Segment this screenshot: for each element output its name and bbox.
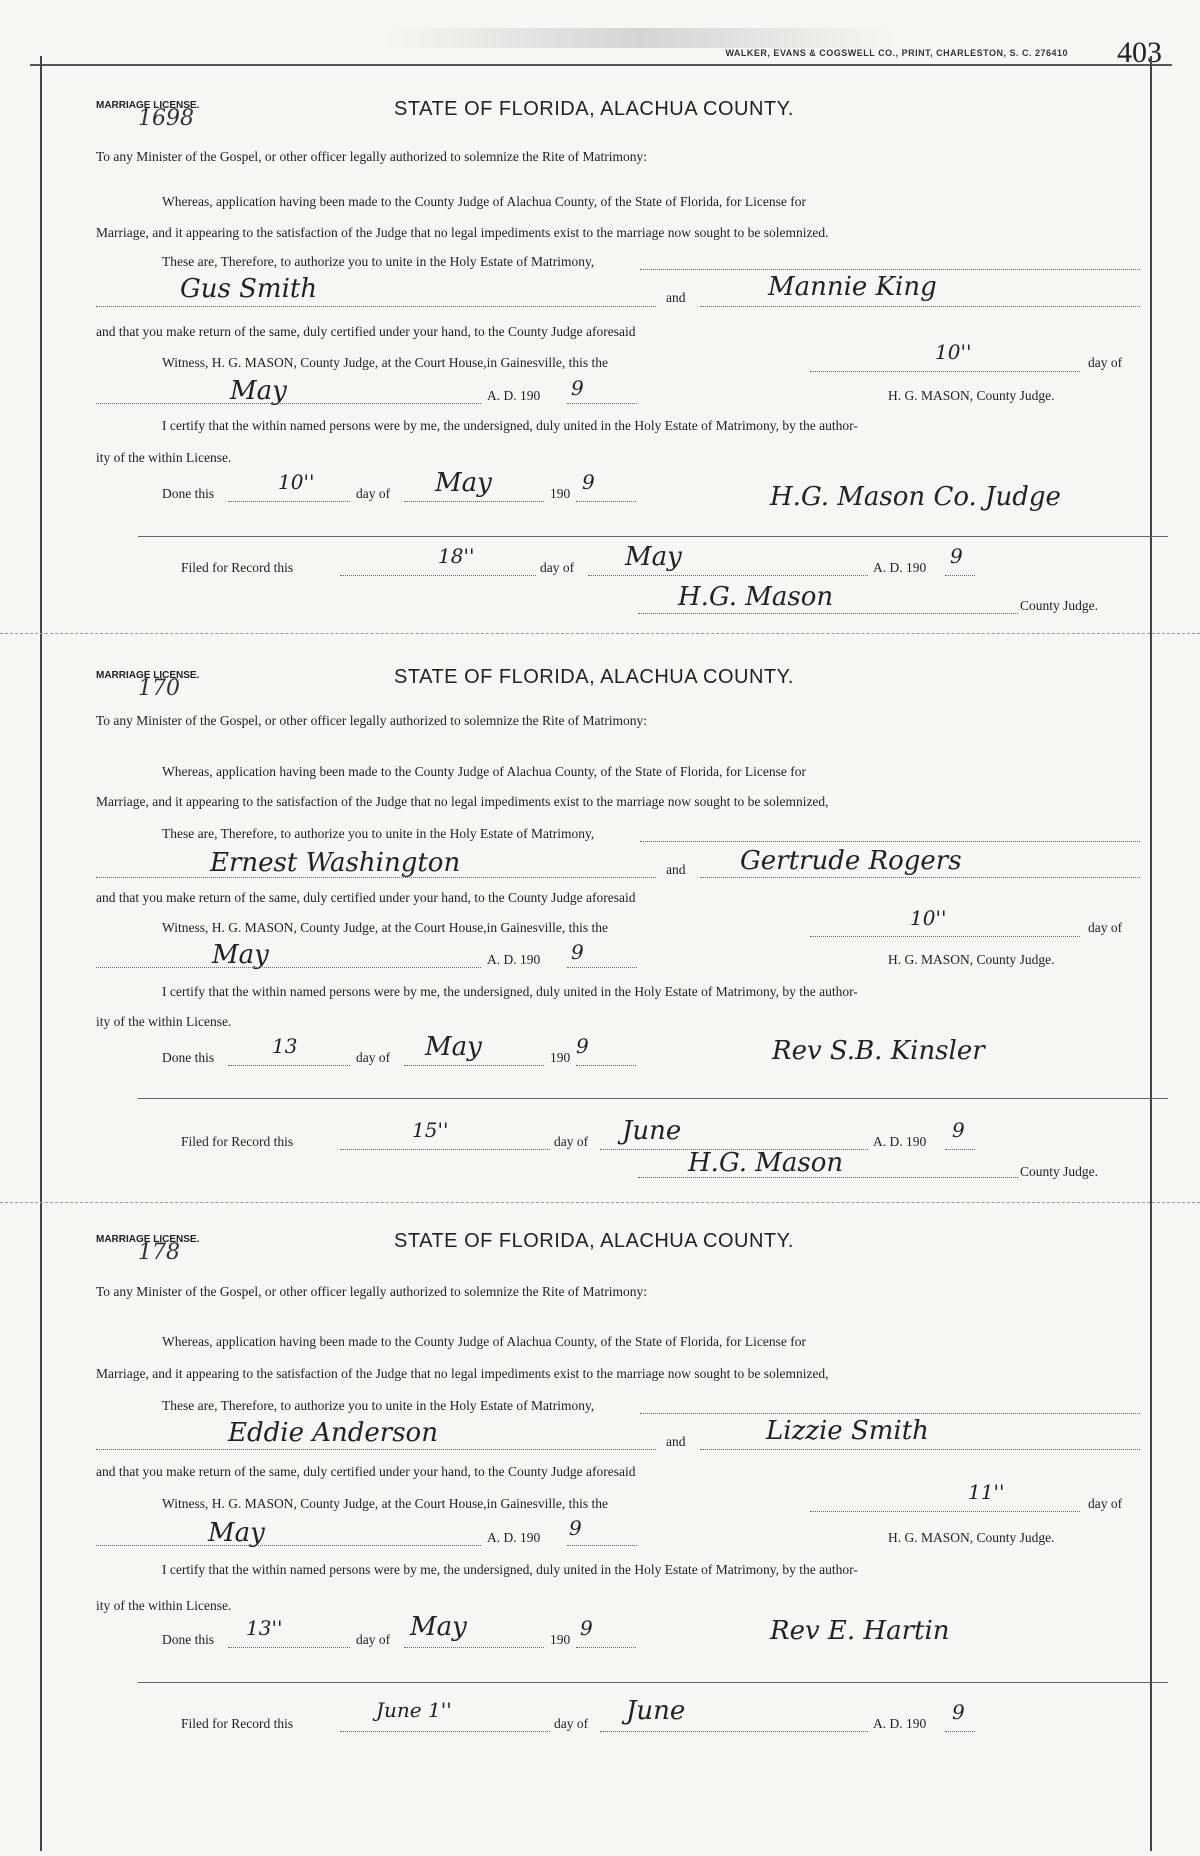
day-of: day of: [1088, 355, 1123, 370]
bride-name: Mannie King: [768, 272, 937, 302]
witness-month: May: [212, 940, 269, 970]
judge-title: H. G. MASON, County Judge.: [888, 388, 1055, 403]
done-year: 9: [576, 1034, 589, 1058]
day-of: day of: [1088, 920, 1123, 935]
return-line: and that you make return of the same, duly certified under your hand, to the County Judge aforesaid: [96, 1464, 636, 1479]
to-line: To any Minister of the Gospel, or other officer legally authorized to solemnize the Rite of Matrimony:: [96, 149, 648, 164]
done-month: May: [410, 1612, 467, 1642]
license-label: MARRIAGE LICENSE.: [96, 100, 200, 111]
whereas-line-2: Marriage, and it appearing to the satisfaction of the Judge that no legal impediments exist to the marriage now sought to be solemnized,: [96, 794, 829, 809]
certify-line-1: I certify that the within named persons were by me, the undersigned, duly united in the Holy Estate of Matrimony, by the author-: [162, 984, 858, 999]
certify-line-2: ity of the within License.: [96, 450, 232, 465]
done-this: Done this: [162, 1050, 215, 1065]
witness-month: May: [208, 1518, 265, 1548]
recorder-signature: H.G. Mason: [678, 582, 834, 612]
whereas-line-1: Whereas, application having been made to the County Judge of Alachua County, of the State of Florida, for License for: [162, 194, 806, 209]
whereas-line-2: Marriage, and it appearing to the satisfaction of the Judge that no legal impediments exist to the marriage now sought to be solemnized.: [96, 225, 829, 240]
ad-year: 9: [571, 940, 584, 964]
to-line: To any Minister of the Gospel, or other officer legally authorized to solemnize the Rite of Matrimony:: [96, 713, 648, 728]
done-190: 190: [550, 1050, 571, 1065]
filed-day-of: day of: [554, 1134, 589, 1149]
filed-day: June 1'': [376, 1698, 452, 1722]
done-this: Done this: [162, 486, 215, 501]
state-heading: STATE OF FLORIDA, ALACHUA COUNTY.: [394, 666, 794, 688]
judge-title: H. G. MASON, County Judge.: [888, 1530, 1055, 1545]
license-label: MARRIAGE LICENSE.: [96, 1234, 200, 1245]
filed-day: 18'': [438, 544, 475, 568]
filed-for-record: Filed for Record this: [181, 560, 294, 575]
filed-month: June: [622, 1116, 682, 1146]
ad-year: 9: [569, 1516, 582, 1540]
these-are-line: These are, Therefore, to authorize you to unite in the Holy Estate of Matrimony,: [162, 254, 595, 269]
filed-for-record: Filed for Record this: [181, 1716, 294, 1731]
witness-day: 10'': [935, 340, 972, 364]
filed-ad: A. D. 190: [873, 560, 927, 575]
return-line: and that you make return of the same, duly certified under your hand, to the County Judge aforesaid: [96, 890, 636, 905]
done-190: 190: [550, 1632, 571, 1647]
done-day: 10'': [278, 470, 315, 494]
witness-day: 11'': [968, 1480, 1005, 1504]
state-heading: STATE OF FLORIDA, ALACHUA COUNTY.: [394, 98, 794, 120]
filed-year: 9: [952, 1700, 965, 1724]
done-month: May: [425, 1032, 482, 1062]
done-this: Done this: [162, 1632, 215, 1647]
certify-line-2: ity of the within License.: [96, 1598, 232, 1613]
page-number: 403: [1117, 36, 1162, 69]
done-day-of: day of: [356, 1050, 391, 1065]
groom-name: Eddie Anderson: [228, 1418, 438, 1448]
these-are-line: These are, Therefore, to authorize you to unite in the Holy Estate of Matrimony,: [162, 1398, 595, 1413]
done-month: May: [435, 468, 492, 498]
groom-name: Ernest Washington: [210, 848, 461, 878]
bride-name: Lizzie Smith: [766, 1416, 929, 1446]
filed-for-record: Filed for Record this: [181, 1134, 294, 1149]
done-190: 190: [550, 486, 571, 501]
scan-smudge: [380, 28, 900, 48]
return-line: and that you make return of the same, duly certified under your hand, to the County Judge aforesaid: [96, 324, 636, 339]
license-number: 170: [138, 676, 180, 701]
judge-title: H. G. MASON, County Judge.: [888, 952, 1055, 967]
license-number: 1698: [138, 106, 194, 131]
witness-line: Witness, H. G. MASON, County Judge, at the Court House,in Gainesville, this the: [162, 1496, 609, 1511]
and-word: and: [666, 862, 686, 877]
filed-ad: A. D. 190: [873, 1134, 927, 1149]
certify-line-1: I certify that the within named persons were by me, the undersigned, duly united in the Holy Estate of Matrimony, by the author-: [162, 1562, 858, 1577]
ad-label: A. D. 190: [487, 388, 541, 403]
witness-line: Witness, H. G. MASON, County Judge, at the Court House,in Gainesville, this the: [162, 355, 609, 370]
day-of: day of: [1088, 1496, 1123, 1511]
and-word: and: [666, 290, 686, 305]
done-day: 13'': [246, 1616, 283, 1640]
filed-year: 9: [950, 544, 963, 568]
these-are-line: These are, Therefore, to authorize you to unite in the Holy Estate of Matrimony,: [162, 826, 595, 841]
license-label: MARRIAGE LICENSE.: [96, 670, 200, 681]
filed-day-of: day of: [540, 560, 575, 575]
ad-year: 9: [571, 376, 584, 400]
witness-day: 10'': [910, 906, 947, 930]
ad-label: A. D. 190: [487, 952, 541, 967]
done-day-of: day of: [356, 1632, 391, 1647]
filed-month: May: [625, 542, 682, 572]
county-judge-label: County Judge.: [1020, 1164, 1099, 1179]
county-judge-label: County Judge.: [1020, 598, 1099, 613]
done-year: 9: [580, 1616, 593, 1640]
filed-month: June: [626, 1696, 686, 1726]
filed-ad: A. D. 190: [873, 1716, 927, 1731]
printer-imprint: WALKER, EVANS & COGSWELL CO., PRINT, CHARLESTON, S. C. 276410: [725, 48, 1068, 58]
done-day: 13: [272, 1034, 298, 1058]
recorder-signature: H.G. Mason: [688, 1148, 844, 1178]
whereas-line-2: Marriage, and it appearing to the satisfaction of the Judge that no legal impediments exist to the marriage now sought to be solemnized,: [96, 1366, 829, 1381]
filed-day-of: day of: [554, 1716, 589, 1731]
license-number: 178: [138, 1240, 180, 1265]
ad-label: A. D. 190: [487, 1530, 541, 1545]
witness-line: Witness, H. G. MASON, County Judge, at the Court House,in Gainesville, this the: [162, 920, 609, 935]
section-divider: [0, 633, 1200, 634]
and-word: and: [666, 1434, 686, 1449]
certify-line-2: ity of the within License.: [96, 1014, 232, 1029]
bride-name: Gertrude Rogers: [740, 846, 962, 876]
to-line: To any Minister of the Gospel, or other officer legally authorized to solemnize the Rite of Matrimony:: [96, 1284, 648, 1299]
filed-day: 15'': [412, 1118, 449, 1142]
officiant-signature: H.G. Mason Co. Judge: [770, 482, 1061, 512]
section-divider: [0, 1202, 1200, 1203]
groom-name: Gus Smith: [180, 274, 318, 304]
done-year: 9: [582, 470, 595, 494]
whereas-line-1: Whereas, application having been made to the County Judge of Alachua County, of the State of Florida, for License for: [162, 764, 806, 779]
state-heading: STATE OF FLORIDA, ALACHUA COUNTY.: [394, 1230, 794, 1252]
certify-line-1: I certify that the within named persons were by me, the undersigned, duly united in the Holy Estate of Matrimony, by the author-: [162, 418, 858, 433]
filed-year: 9: [952, 1118, 965, 1142]
witness-month: May: [230, 376, 287, 406]
officiant-signature: Rev E. Hartin: [770, 1616, 950, 1646]
officiant-signature: Rev S.B. Kinsler: [772, 1036, 985, 1066]
done-day-of: day of: [356, 486, 391, 501]
whereas-line-1: Whereas, application having been made to the County Judge of Alachua County, of the State of Florida, for License for: [162, 1334, 806, 1349]
